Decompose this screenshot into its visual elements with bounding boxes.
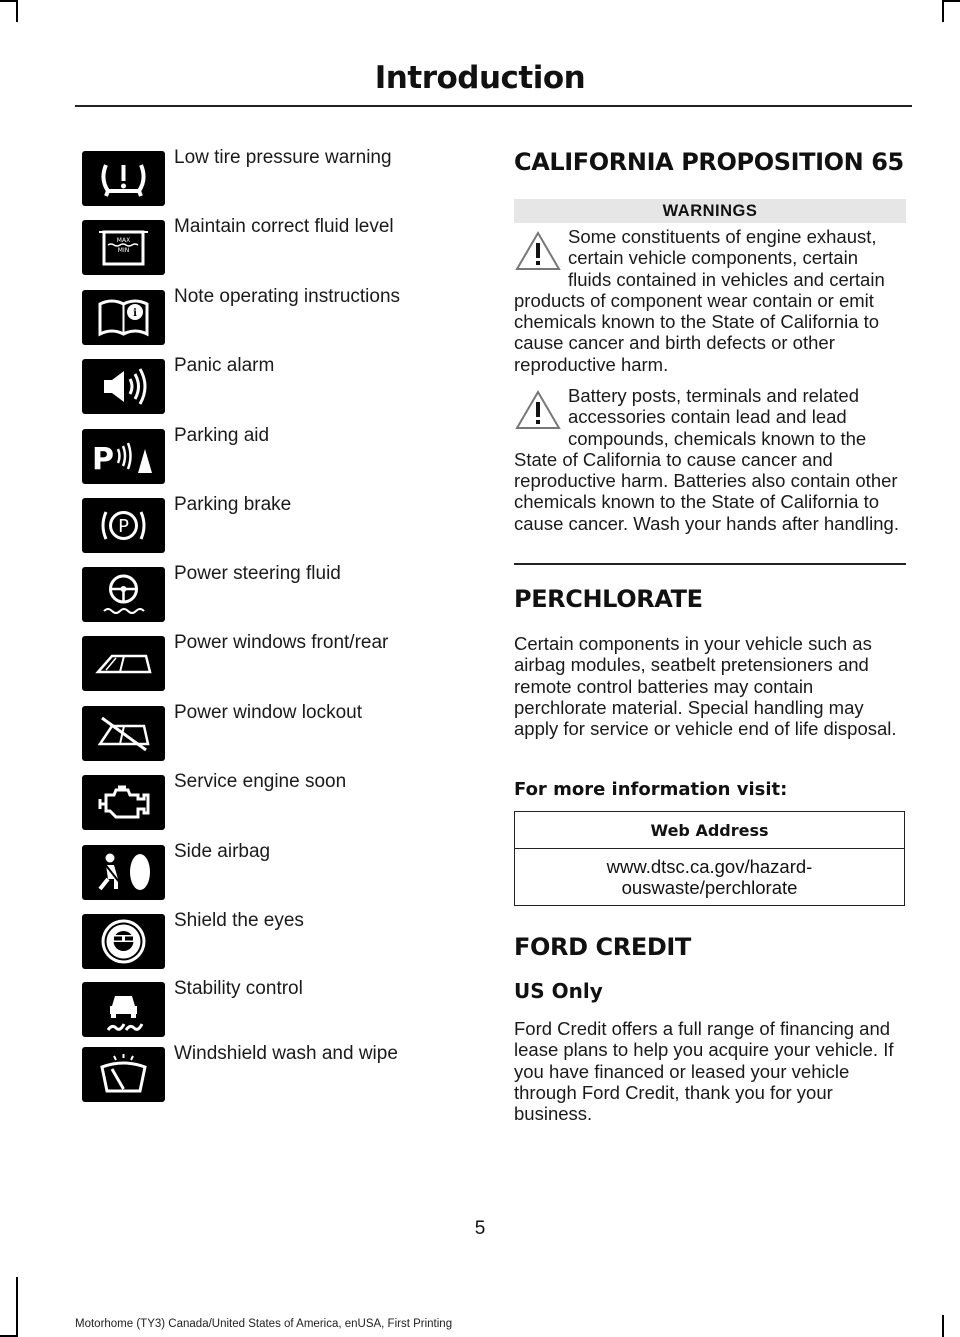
section-divider xyxy=(514,563,906,565)
warning-2 xyxy=(514,385,906,534)
table-header: Web Address xyxy=(515,812,905,849)
more-info-label: For more information visit: xyxy=(514,779,788,800)
symbol-label: Panic alarm xyxy=(174,355,275,376)
page-number: 5 xyxy=(474,1218,486,1239)
fluid-max-text: MAX xyxy=(116,237,131,244)
crop-mark xyxy=(16,1277,18,1337)
symbol-row xyxy=(82,978,442,1052)
symbol-row xyxy=(82,771,442,845)
crop-mark xyxy=(942,0,960,2)
symbol-label: Note operating instructions xyxy=(174,286,401,307)
warning-triangle-icon xyxy=(514,389,562,431)
symbol-label: Power window lockout xyxy=(174,702,362,723)
symbol-row xyxy=(82,1043,442,1117)
symbol-row xyxy=(82,216,442,290)
engine-icon xyxy=(82,775,165,830)
warnings-label: WARNINGS xyxy=(514,199,906,223)
symbol-label: Shield the eyes xyxy=(174,910,304,931)
symbol-row xyxy=(82,632,442,706)
web-address-link[interactable]: www.dtsc.ca.gov/hazard-ouswaste/perchlorate xyxy=(515,849,905,906)
side-airbag-icon xyxy=(82,845,165,900)
warning-triangle-icon xyxy=(514,230,562,272)
manual-icon xyxy=(82,290,165,345)
footer-text: Motorhome (TY3) Canada/United States of America, enUSA, First Printing xyxy=(75,1318,453,1330)
us-only-subheading: US Only xyxy=(514,979,603,1003)
warning-1-text: Some constituents of engine exhaust, certain vehicle components, certain fluids contained in vehicles and certain products of component wear contain or emit chemicals known to the State of California to cause cancer and birth defects or other reproductive harm. xyxy=(514,226,885,375)
symbol-label: Low tire pressure warning xyxy=(174,147,392,168)
crop-mark xyxy=(942,0,944,22)
title-divider xyxy=(75,105,912,107)
symbol-label: Power steering fluid xyxy=(174,563,341,584)
symbol-row xyxy=(82,286,442,360)
ford-credit-heading: FORD CREDIT xyxy=(514,933,691,961)
symbol-label: Maintain correct fluid level xyxy=(174,216,394,237)
fluid-level-icon xyxy=(82,220,165,275)
windshield-wipe-icon xyxy=(82,1047,165,1102)
parking-aid-icon xyxy=(82,429,165,484)
parking-aid-p-text: P xyxy=(92,442,114,477)
symbol-row xyxy=(82,702,442,776)
warning-2-text: Battery posts, terminals and related accessories contain lead and lead compounds, chemicals known to the State of California to cause cancer and reproductive harm. Batteries also contain other chemicals known to the State of California to cause cancer. Wash your hands after handling. xyxy=(514,385,899,534)
symbol-label: Side airbag xyxy=(174,841,271,862)
symbol-label: Service engine soon xyxy=(174,771,347,792)
crop-mark xyxy=(942,1315,944,1337)
eye-shield-icon xyxy=(82,914,165,969)
perchlorate-heading: PERCHLORATE xyxy=(514,585,703,613)
perchlorate-body: Certain components in your vehicle such as airbag modules, seatbelt pretensioners and remote control batteries may contain perchlorate material. Special handling may apply for service or vehicle end of life disposal. xyxy=(514,633,897,740)
parking-brake-icon xyxy=(82,498,165,553)
steering-fluid-icon xyxy=(82,567,165,622)
symbol-label: Windshield wash and wipe xyxy=(174,1043,398,1064)
fluid-min-text: MIN xyxy=(117,247,130,254)
parking-brake-p-text: P xyxy=(118,516,129,537)
tire-pressure-icon xyxy=(82,151,165,206)
symbol-row xyxy=(82,910,442,984)
symbol-label: Parking aid xyxy=(174,425,270,446)
symbol-row xyxy=(82,355,442,429)
symbol-label: Stability control xyxy=(174,978,303,999)
power-window-icon xyxy=(82,636,165,691)
warning-1 xyxy=(514,226,906,375)
page-title: Introduction xyxy=(374,60,586,96)
horn-icon xyxy=(82,359,165,414)
crop-mark xyxy=(16,0,18,22)
symbol-row xyxy=(82,425,442,499)
symbol-label: Power windows front/rear xyxy=(174,632,389,653)
window-lockout-icon xyxy=(82,706,165,761)
symbol-row xyxy=(82,841,442,915)
california-heading: CALIFORNIA PROPOSITION 65 xyxy=(514,148,904,176)
web-address-table xyxy=(514,811,905,906)
info-i-text: i xyxy=(133,308,137,319)
symbol-row xyxy=(82,494,442,568)
symbol-row xyxy=(82,147,442,221)
ford-credit-body: Ford Credit offers a full range of financing and lease plans to help you acquire your vehicle. If you have financed or leased your vehicle through Ford Credit, thank you for your business. xyxy=(514,1018,894,1125)
symbol-label: Parking brake xyxy=(174,494,292,515)
symbol-row xyxy=(82,563,442,637)
stability-control-icon xyxy=(82,982,165,1037)
